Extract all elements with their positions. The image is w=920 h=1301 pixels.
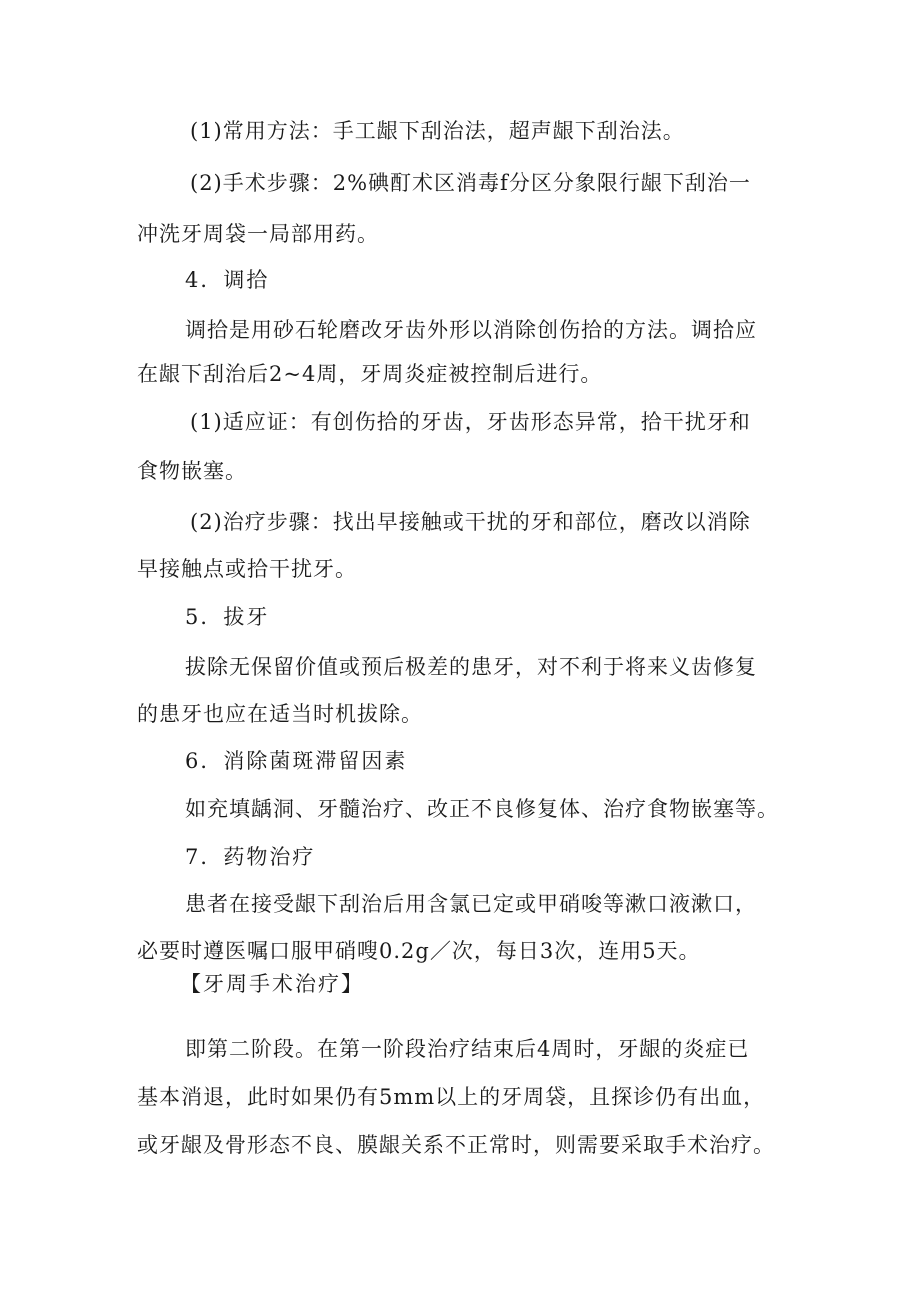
text-line-indication-cont: 食物嵌塞。 [137,459,247,483]
text-line-extraction: 拔除无保留价值或预后极差的患牙，对不利于将来义齿修复 [185,655,757,679]
text-line-second-stage: 即第二阶段。在第一阶段治疗结束后4周时，牙龈的炎症已 [185,1037,750,1061]
section-heading-surgical-treatment: 【牙周手术治疗】 [180,972,364,996]
text-line-second-stage-cont2: 或牙龈及骨形态不良、膜龈关系不正常时，则需要采取手术治疗。 [137,1133,775,1157]
text-line-adjustment-cont: 在龈下刮治后2~4周，牙周炎症被控制后进行。 [137,362,603,386]
section-heading-drug-therapy: 7．药物治疗 [185,845,316,869]
text-line-drug-therapy-cont: 必要时遵医嘱口服甲硝嗖0.2g／次，每日3次，连用5天。 [137,939,701,963]
text-line-drug-therapy: 患者在接受龈下刮治后用含氯已定或甲硝唆等漱口液漱口， [185,892,757,916]
text-line-method: (1)常用方法：手工龈下刮治法，超声龈下刮治法。 [190,119,685,143]
text-line-treatment-steps: (2)治疗步骤：找出早接触或干扰的牙和部位，磨改以消除 [190,510,751,534]
text-line-second-stage-cont1: 基本消退，此时如果仍有5mm以上的牙周袋，且探诊仍有出血， [137,1085,766,1109]
text-line-adjustment: 调拾是用砂石轮磨改牙齿外形以消除创伤拾的方法。调拾应 [185,318,757,342]
section-heading-plaque-factors: 6．消除菌斑滞留因素 [185,749,408,773]
text-line-extraction-cont: 的患牙也应在适当时机拔除。 [137,702,423,726]
text-line-indication: (1)适应证：有创伤拾的牙齿，牙齿形态异常，拾干扰牙和 [190,410,751,434]
text-line-steps-cont: 冲洗牙周袋一局部用药。 [137,222,379,246]
text-line-plaque-factors: 如充填龋洞、牙髓治疗、改正不良修复体、治疗食物嵌塞等。 [185,797,779,821]
section-heading-extraction: 5．拔牙 [185,605,270,629]
text-line-treatment-steps-cont: 早接触点或拾干扰牙。 [137,557,357,581]
text-line-steps: (2)手术步骤：2%碘酊术区消毒f分区分象限行龈下刮治一 [190,171,751,195]
section-heading-occlusal-adjustment: 4．调拾 [185,268,270,292]
